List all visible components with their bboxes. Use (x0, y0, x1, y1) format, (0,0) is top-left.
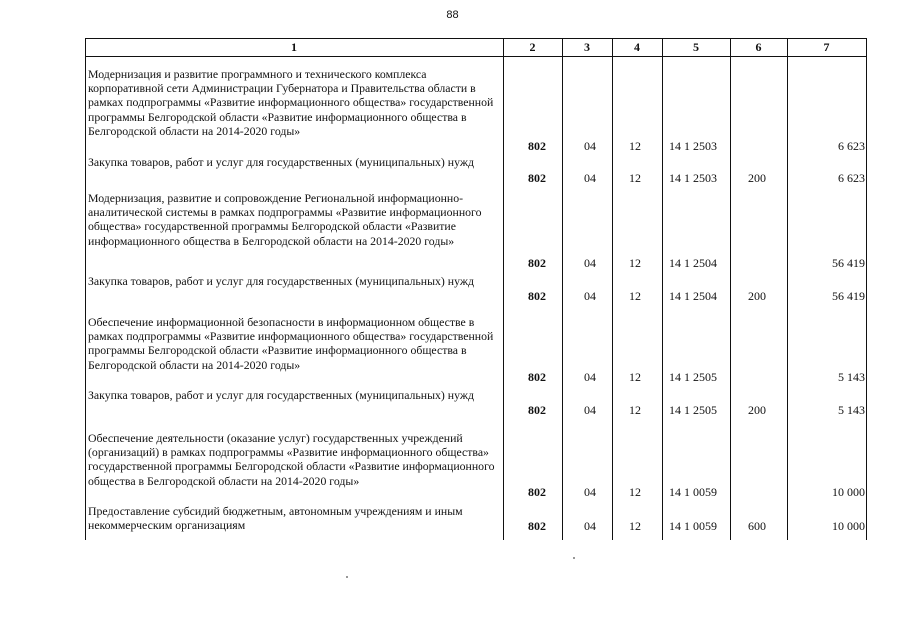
column-border (866, 38, 867, 540)
row-section: 04 (584, 403, 596, 417)
row-admin-code: 802 (528, 403, 546, 417)
row-subsection: 12 (629, 289, 641, 303)
header-col-3: 3 (584, 40, 590, 54)
row-description: Обеспечение деятельности (оказание услуг) государственных учреждений (организаций) в рамках подпрограммы «Развитие информационного общества» государственной программы Белгородской области «Развитие информационного общества в Белгородской области на 2014-2020 годы» (88, 431, 495, 488)
header-col-4: 4 (634, 40, 640, 54)
row-subsection: 12 (629, 485, 641, 499)
row-admin-code: 802 (528, 485, 546, 499)
row-sum: 6 623 (838, 139, 865, 153)
row-target-code: 14 1 0059 (669, 519, 717, 533)
row-section: 04 (584, 256, 596, 270)
row-sum: 5 143 (838, 403, 865, 417)
row-expense-type: 200 (748, 403, 766, 417)
row-section: 04 (584, 485, 596, 499)
row-sum: 5 143 (838, 370, 865, 384)
row-expense-type: 600 (748, 519, 766, 533)
row-admin-code: 802 (528, 519, 546, 533)
header-col-6: 6 (755, 40, 762, 54)
row-admin-code: 802 (528, 256, 546, 270)
row-description: Модернизация, развитие и сопровождение Региональной информационно-аналитической системы в рамках подпрограммы «Развитие информационного общества» государственной программы Белгородской области «Развитие информационного общества в Белгородской области на 2014-2020 годы» (88, 191, 482, 248)
row-section: 04 (584, 370, 596, 384)
row-target-code: 14 1 2503 (669, 139, 717, 153)
header-bottom-border (85, 56, 867, 57)
column-border (85, 38, 86, 540)
row-section: 04 (584, 171, 596, 185)
row-subsection: 12 (629, 139, 641, 153)
row-admin-code: 802 (528, 139, 546, 153)
row-sum: 10 000 (832, 485, 865, 499)
row-subsection: 12 (629, 256, 641, 270)
header-col-1: 1 (291, 40, 297, 54)
row-description: Закупка товаров, работ и услуг для государственных (муниципальных) нужд (88, 388, 475, 402)
row-target-code: 14 1 2503 (669, 171, 717, 185)
row-admin-code: 802 (528, 370, 546, 384)
row-subsection: 12 (629, 519, 641, 533)
row-description: Обеспечение информационной безопасности в информационном обществе в рамках подпрограммы «Развитие информационного общества» государственной программы Белгородской области «Развитие информационного общества в Белгородской области на 2014-2020 годы» (88, 315, 494, 372)
page-number: 88 (446, 9, 459, 21)
row-target-code: 14 1 0059 (669, 485, 717, 499)
scan-speck (573, 557, 575, 559)
row-target-code: 14 1 2504 (669, 289, 717, 303)
row-section: 04 (584, 519, 596, 533)
row-description: Предоставление субсидий бюджетным, автономным учреждениям и иным некоммерческим организациям (88, 504, 463, 533)
header-col-5: 5 (693, 40, 699, 54)
budget-table (85, 38, 867, 540)
row-target-code: 14 1 2505 (669, 370, 717, 384)
row-sum: 6 623 (838, 171, 865, 185)
scan-speck (346, 576, 348, 578)
row-description: Закупка товаров, работ и услуг для государственных (муниципальных) нужд (88, 274, 475, 288)
row-expense-type: 200 (748, 289, 766, 303)
header-col-7: 7 (823, 40, 830, 54)
row-target-code: 14 1 2504 (669, 256, 717, 270)
row-sum: 56 419 (832, 289, 865, 303)
row-subsection: 12 (629, 370, 641, 384)
row-section: 04 (584, 289, 596, 303)
row-subsection: 12 (629, 403, 641, 417)
row-admin-code: 802 (528, 171, 546, 185)
row-sum: 56 419 (832, 256, 865, 270)
row-sum: 10 000 (832, 519, 865, 533)
row-subsection: 12 (629, 171, 641, 185)
row-expense-type: 200 (748, 171, 766, 185)
row-section: 04 (584, 139, 596, 153)
row-description: Закупка товаров, работ и услуг для государственных (муниципальных) нужд (88, 155, 475, 169)
row-admin-code: 802 (528, 289, 546, 303)
row-description: Модернизация и развитие программного и технического комплекса корпоративной сети Администрации Губернатора и Правительства области в рамках подпрограммы «Развитие информационного общества» государственной программы Белгородской области «Развитие информационного общества в Белгородской области на 2014-2020 годы» (88, 67, 494, 138)
header-col-2: 2 (529, 40, 536, 54)
row-target-code: 14 1 2505 (669, 403, 717, 417)
